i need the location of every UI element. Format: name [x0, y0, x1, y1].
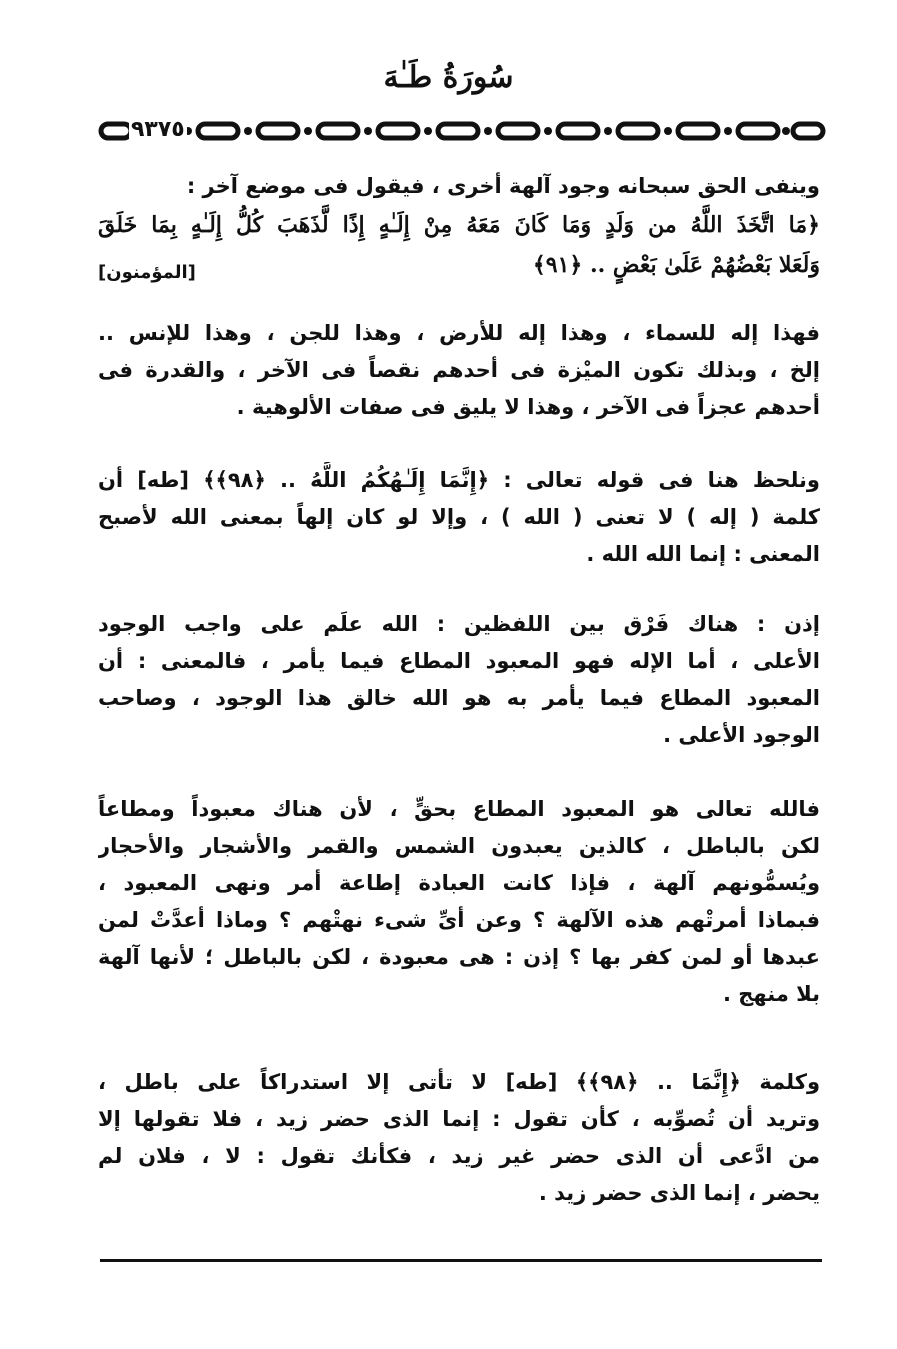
surah-title: سُورَةُ طَـٰهَ [383, 60, 514, 95]
text-line: الأعلى ، أما الإله فهو المعبود المطاع فيما يأمر ، فالمعنى : أن [98, 649, 820, 673]
text-line: فبماذا أمرتْهم هذه الآلهة ؟ وعن أىِّ شىء نهتْهم ؟ وماذا أعدَّتْ لمن [98, 908, 820, 932]
text-line: عبدها أو لمن كفر بها ؟ إذن : هى معبودة ، لكن بالباطل ؛ لأنها آلهة [98, 945, 820, 969]
text-line: لكن بالباطل ، كالذين يعبدون الشمس والقمر والأشجار والأحجار [98, 834, 820, 858]
bottom-rule [100, 1259, 822, 1262]
text-line: وتريد أن تُصوِّبه ، كأن تقول : إنما الذى حضر زيد ، فلا تقولها إلا [98, 1107, 820, 1131]
text-line: إذن : هناك فَرْق بين اللفظين : الله علَم على واجب الوجود [98, 612, 820, 636]
text-line: وينفى الحق سبحانه وجود آلهة أخرى ، فيقول فى موضع آخر : [186, 174, 820, 198]
text-line: بلا منهج . [722, 982, 820, 1006]
ornament-divider [98, 119, 828, 143]
verse-reference: [المؤمنون] [98, 262, 196, 283]
text-line: وكلمة ﴿إِنَّمَا .. ﴿٩٨﴾﴾ [طه] لا تأتى إلا استدراكاً على باطل ، [98, 1070, 820, 1094]
paragraph-6 [98, 1064, 820, 1212]
text-line: ونلحظ هنا فى قوله تعالى : ﴿إِنَّمَا إِلَـٰهُكُمُ اللَّهُ .. ﴿٩٨﴾﴾ [طه] أن [98, 468, 820, 492]
text-line: المعبود المطاع فيما يأمر به هو الله خالق هذا الوجود ، وصاحب [98, 686, 820, 710]
text-line: فهذا إله للسماء ، وهذا إله للأرض ، وهذا للجن ، وهذا للإنس .. [98, 321, 820, 345]
paragraph-4 [98, 606, 820, 754]
text-line: ويُسمُّونهم آلهة ، فإذا كانت العبادة إطاعة أمر ونهى المعبود ، [98, 871, 820, 895]
text-line: يحضر ، إنما الذى حضر زيد . [538, 1181, 820, 1205]
text-line: أحدهم عجزاً فى الآخر ، وهذا لا يليق فى صفات الألوهية . [236, 395, 820, 419]
text-line: المعنى : إنما الله الله . [586, 542, 820, 566]
quran-verse-line: ﴿مَا اتَّخَذَ اللَّهُ من وَلَدٍ وَمَا كَانَ مَعَهُ مِنْ إِلَـٰهٍ إِذًا لَّذَهَبَ كُلُّ إِلَـٰهٍ بِمَا خَلَقَ [98, 212, 820, 238]
paragraph-3 [98, 462, 820, 573]
paragraph-2 [98, 315, 820, 426]
text-line: كلمة ( إله ) لا تعنى ( الله ) ، وإلا لو كان إلهاً بمعنى الله لأصبح [98, 505, 820, 529]
page-number: ٩٣٧٥ [131, 117, 185, 142]
paragraph-5 [98, 791, 820, 1013]
paragraph-1 [98, 168, 820, 285]
text-line: من ادَّعى أن الذى حضر غير زيد ، فكأنك تقول : لا ، فلان لم [98, 1144, 820, 1168]
quran-verse-line: وَلَعَلا بَعْضُهُمْ عَلَىٰ بَعْضٍ .. ﴿٩١﴾ [532, 252, 820, 278]
text-line: فالله تعالى هو المعبود المطاع بحقٍّ ، لأن هناك معبوداً ومطاعاً [98, 797, 820, 821]
text-line: إلخ ، وبذلك تكون الميْزة فى أحدهم نقصاً فى الآخر ، والقدرة فى [98, 358, 820, 382]
text-line: الوجود الأعلى . [663, 723, 820, 747]
